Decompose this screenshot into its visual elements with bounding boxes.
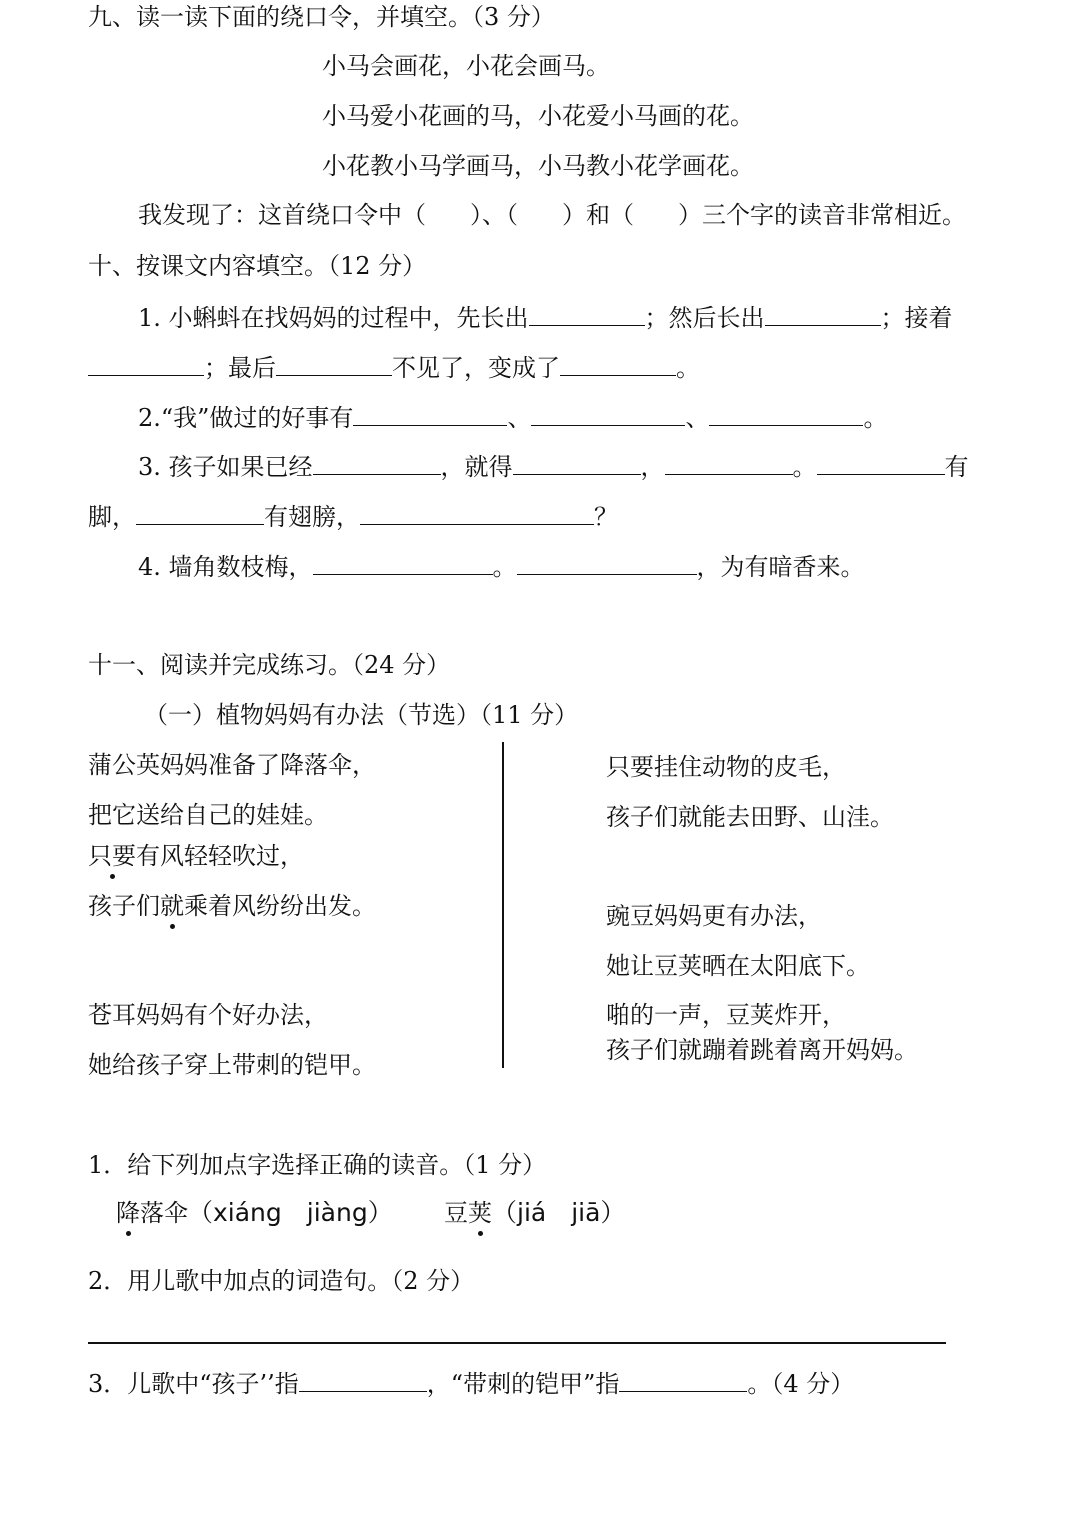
item2-sep: 、	[507, 404, 532, 432]
dotted-word-zhiyao: 只要	[88, 842, 136, 870]
answer-blank[interactable]	[353, 401, 507, 426]
answer-line[interactable]	[88, 1342, 946, 1344]
word-text: 落伞	[140, 1199, 188, 1227]
item3-text-c: ，	[640, 453, 665, 481]
item3-text-h: ？	[594, 503, 618, 531]
q10-item1-line2	[88, 351, 700, 383]
reading-passage-title: （一）植物妈妈有办法（节选）（11 分）	[144, 701, 579, 729]
poem-left-line-1: 蒲公英妈妈准备了降落伞，	[88, 751, 376, 779]
poem-right-line-6: 孩子们就蹦着跳着离开妈妈。	[606, 1036, 918, 1064]
poem-right-line-3: 豌豆妈妈更有办法，	[606, 902, 822, 930]
q10-item4	[138, 550, 865, 582]
poem-right-line-1: 只要挂住动物的皮毛，	[606, 753, 846, 781]
answer-blank[interactable]	[313, 450, 441, 475]
poem-right-line-5: 啪的一声，豆荚炸开，	[606, 1001, 846, 1029]
q10-item3-line1	[138, 450, 969, 482]
answer-blank[interactable]	[619, 1367, 747, 1392]
answer-blank[interactable]	[313, 550, 493, 575]
item2-sep: 、	[685, 404, 710, 432]
item3-text-f: 脚，	[88, 503, 136, 531]
answer-blank[interactable]	[276, 351, 392, 376]
pinyin-options-1[interactable]: （xiáng jiàng）	[188, 1198, 393, 1227]
poem-left-line-4	[88, 891, 376, 921]
answer-blank[interactable]	[513, 450, 641, 475]
item3-text-g: 有翅膀，	[264, 503, 360, 531]
answer-blank[interactable]	[529, 301, 645, 326]
answer-blank[interactable]	[299, 1367, 427, 1392]
item3-text-b: ，就得	[440, 453, 513, 481]
answer-blank[interactable]	[531, 401, 685, 426]
item1-text-a: 1. 小蝌蚪在找妈妈的过程中，先长出	[138, 304, 529, 332]
exercise-1-label: 1．给下列加点字选择正确的读音。（1 分）	[88, 1151, 547, 1179]
item2-text: 2.“我”做过的好事有	[138, 404, 354, 432]
column-divider	[502, 742, 504, 1068]
dotted-char-jia: 荚	[468, 1199, 492, 1227]
exercise-1-words-2	[444, 1198, 625, 1228]
q11-heading: 十一、阅读并完成练习。（24 分）	[88, 651, 451, 679]
item4-text-c: ，为有暗香来。	[696, 553, 865, 581]
pinyin-options-2[interactable]: （jiá jiā）	[492, 1198, 626, 1227]
ex3-text-c: 。（4 分）	[747, 1370, 855, 1398]
poem-right-line-4: 她让豆荚晒在太阳底下。	[606, 952, 870, 980]
ex3-text-b: ，“带刺的铠甲”指	[426, 1370, 620, 1398]
q9-heading: 九、读一读下面的绕口令，并填空。（3 分）	[88, 3, 555, 31]
ex3-text-a: 3．儿歌中“孩子’’指	[88, 1370, 299, 1398]
poem-text: 孩子们	[88, 892, 160, 920]
answer-blank[interactable]	[709, 401, 863, 426]
tongue-twister-line-2: 小马爱小花画的马，小花爱小马画的花。	[322, 102, 754, 130]
item3-text-a: 3. 孩子如果已经	[138, 453, 313, 481]
answer-blank[interactable]	[360, 500, 594, 525]
item2-end: 。	[863, 404, 888, 432]
answer-blank[interactable]	[817, 450, 945, 475]
answer-blank[interactable]	[765, 301, 881, 326]
item1-text-e: 不见了，变成了	[392, 354, 560, 382]
item1-text-d: ；最后	[204, 354, 276, 382]
poem-left-line-6: 她给孩子穿上带刺的铠甲。	[88, 1051, 376, 1079]
item3-text-d: 。	[792, 453, 817, 481]
finding-prefix: 我发现了：这首绕口令中（	[138, 201, 426, 229]
poem-text: 乘着风纷纷出发。	[184, 892, 376, 920]
item3-text-e: 有	[944, 453, 969, 481]
q10-heading: 十、按课文内容填空。（12 分）	[88, 252, 427, 280]
finding-sep-2: ）和（	[562, 201, 634, 229]
finding-sep-1: ）、（	[470, 201, 518, 229]
item1-text-f: 。	[676, 354, 700, 382]
word-text: 豆	[444, 1199, 468, 1227]
answer-blank[interactable]	[88, 351, 204, 376]
exercise-1-words	[116, 1198, 393, 1228]
poem-left-line-3	[88, 841, 304, 871]
q10-item1-line1	[138, 301, 953, 333]
finding-suffix: ）三个字的读音非常相近。	[678, 201, 966, 229]
item4-text-a: 4. 墙角数枝梅，	[138, 553, 313, 581]
exercise-3	[88, 1367, 854, 1399]
item1-text-c: ；接着	[880, 304, 953, 332]
answer-blank[interactable]	[665, 450, 793, 475]
answer-blank[interactable]	[560, 351, 676, 376]
answer-blank[interactable]	[136, 500, 264, 525]
answer-blank[interactable]	[517, 550, 697, 575]
poem-left-line-2: 把它送给自己的娃娃。	[88, 801, 328, 829]
dotted-word-jiu: 就	[160, 892, 184, 920]
tongue-twister-line-1: 小马会画花，小花会画马。	[322, 52, 610, 80]
tongue-twister-line-3: 小花教小马学画马，小马教小花学画花。	[322, 152, 754, 180]
item1-text-b: ；然后长出	[644, 304, 765, 332]
poem-left-line-5: 苍耳妈妈有个好办法，	[88, 1001, 328, 1029]
exercise-2-label: 2．用儿歌中加点的词造句。（2 分）	[88, 1267, 475, 1295]
q9-finding-sentence	[138, 200, 966, 230]
q10-item3-line2	[88, 500, 618, 532]
poem-right-line-2: 孩子们就能去田野、山洼。	[606, 803, 894, 831]
q10-item2	[138, 401, 887, 433]
poem-text: 有风轻轻吹过，	[136, 842, 304, 870]
item4-text-b: 。	[492, 553, 517, 581]
dotted-char-jiang: 降	[116, 1199, 140, 1227]
